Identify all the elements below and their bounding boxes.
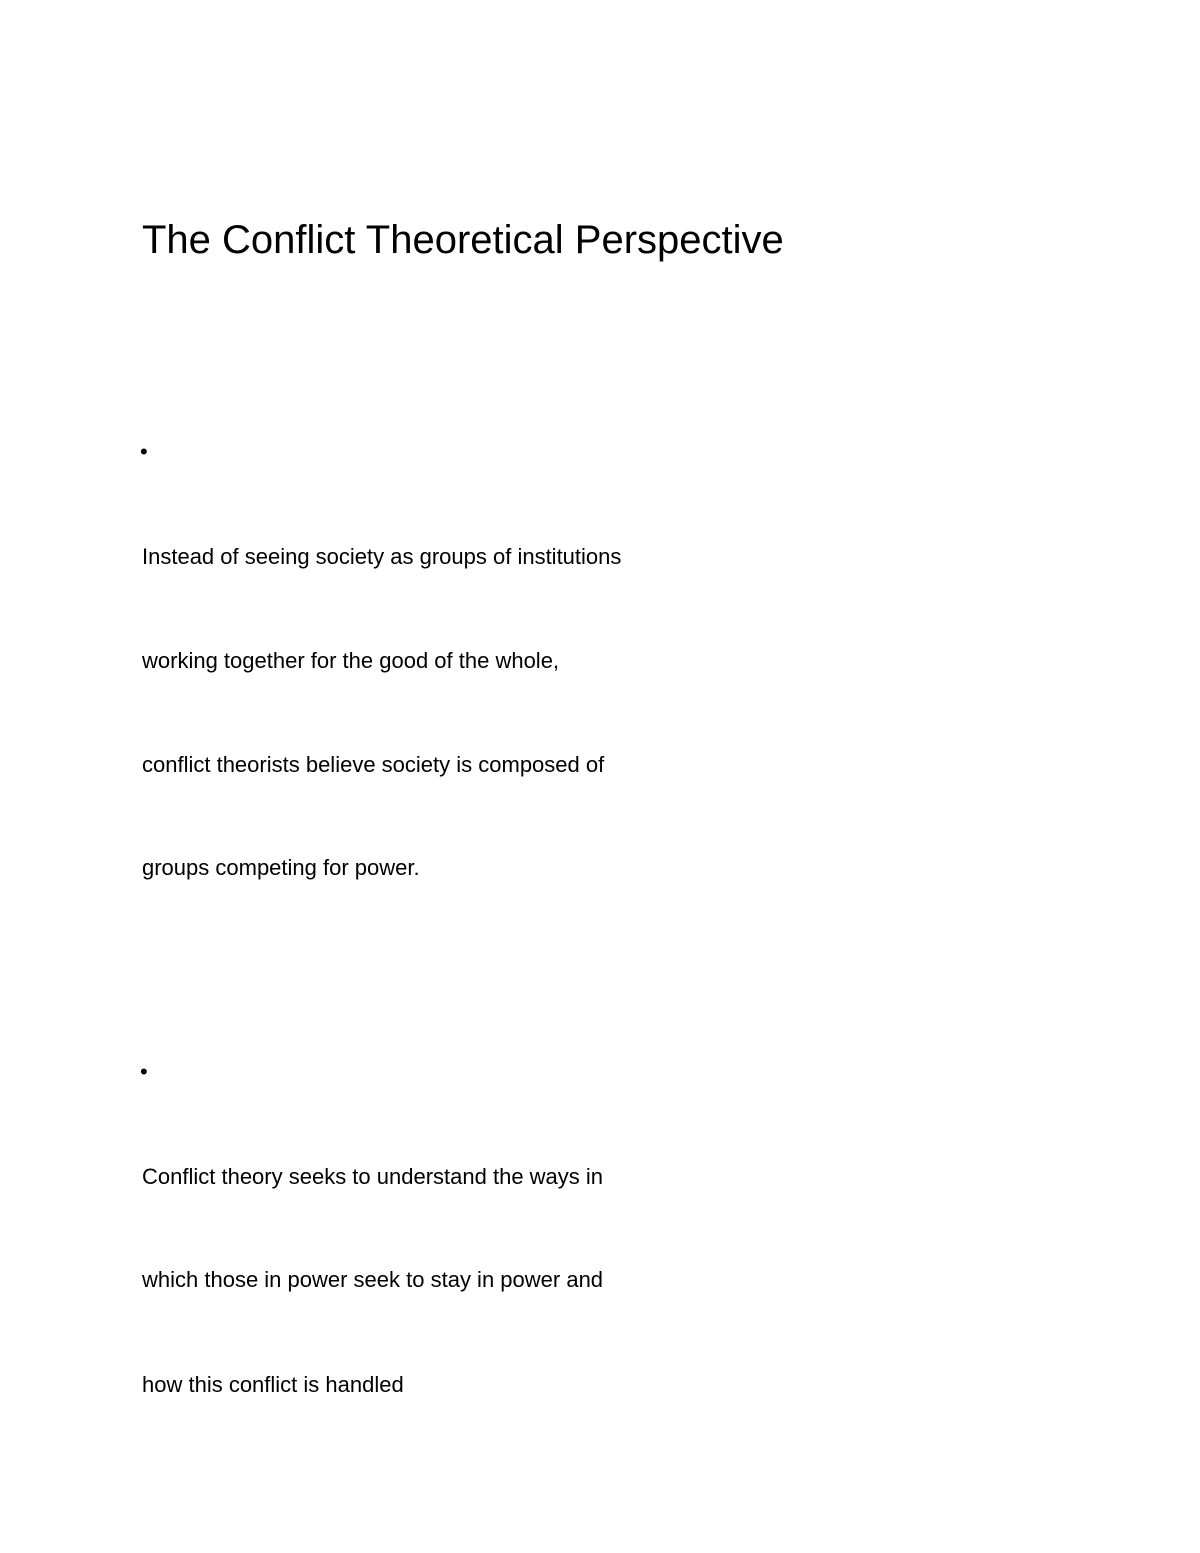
bullet-1-line-4: groups competing for power. xyxy=(142,855,420,880)
bullet-1-line-3: conflict theorists believe society is composed of xyxy=(142,752,605,777)
bullet-marker: • xyxy=(140,439,148,464)
bullet-2-line-3: how this conflict is handled xyxy=(142,1372,404,1397)
bullet-1-line-2: working together for the good of the whole, xyxy=(142,648,560,673)
bullet-1-line-1: Instead of seeing society as groups of institutions xyxy=(142,544,622,569)
bullet-2-line-1: Conflict theory seeks to understand the ways in xyxy=(142,1164,604,1189)
bullet-2-line-2: which those in power seek to stay in power and xyxy=(142,1267,604,1292)
bullet-marker: • xyxy=(140,1059,148,1084)
page-title: The Conflict Theoretical Perspective xyxy=(142,218,784,262)
